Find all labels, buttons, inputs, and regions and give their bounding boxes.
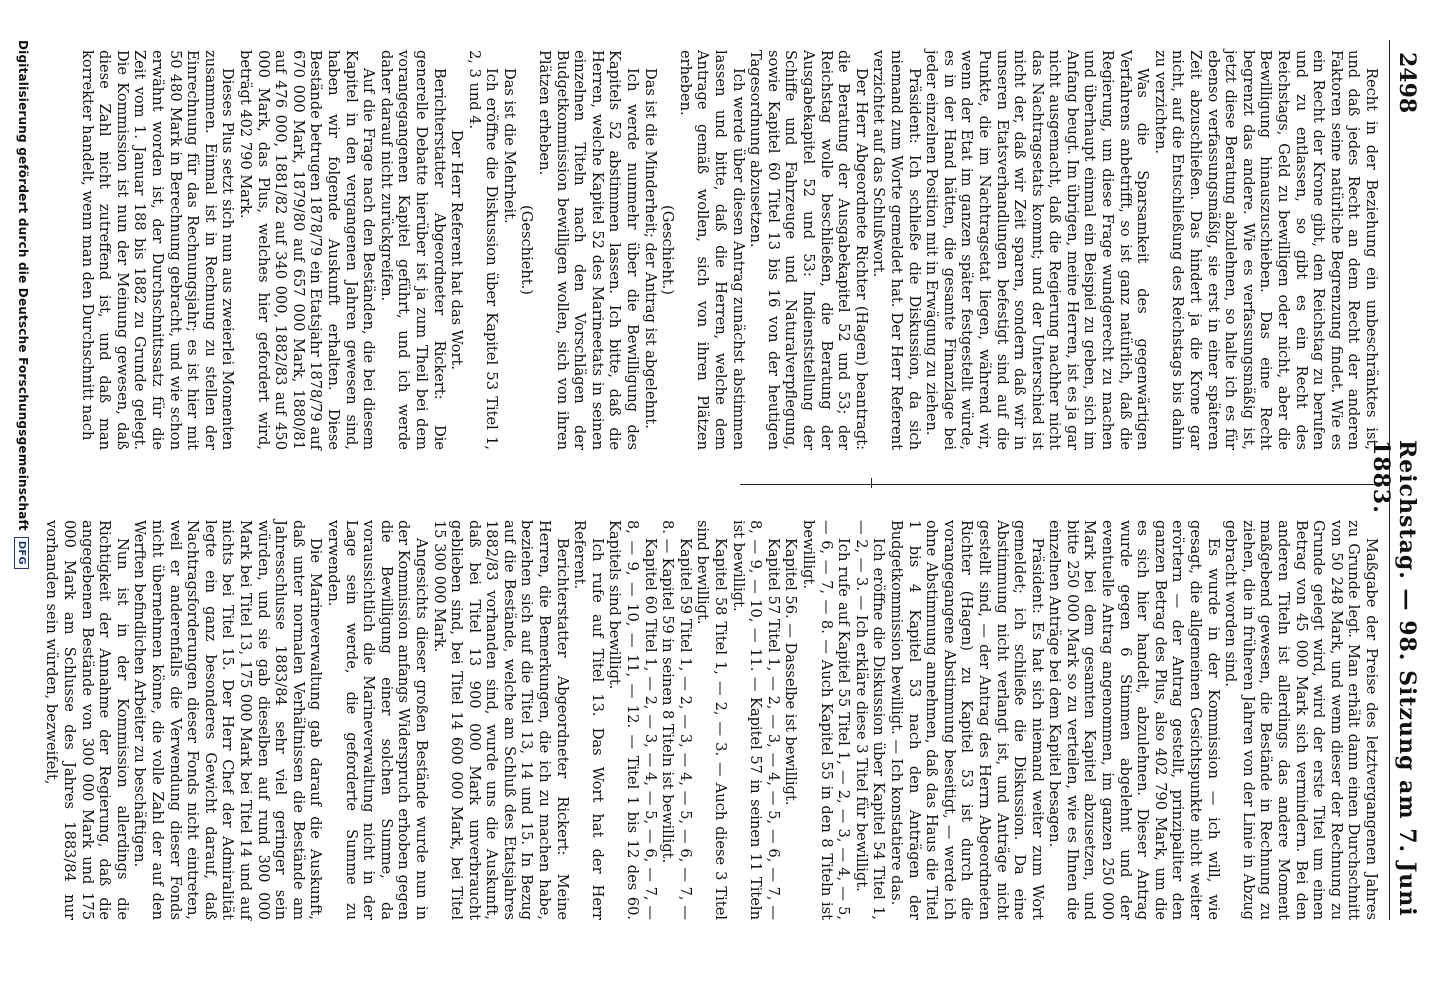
paragraph: Ich werde nunmehr über die Bewilligung des Kapitels 52 abstimmen lassen. Ich bitte, daß die Herren, welche Kapitel 52 des Marineetats in seinen einzelnen Titeln nach den Vorschlägen der Budgetkommission bewilligen wollen, sich von ihren Plätzen erheben. [536,50,642,450]
paragraph: Kapitel 56. — Dasselbe ist bewilligt. [782,538,800,806]
paragraph: Ich werde über diesen Antrag zunächst abstimmen lassen und bitte, daß die Herren, welche dem Antrage gemäß wollen, sich von ihren Plätzen erheben. [676,50,747,450]
paragraph: Ich rufe auf Titel 13. Das Wort hat der Herr Referent. [571,520,606,920]
page-header [1368,40,1424,920]
paragraph: Der Herr Referent hat das Wort. [448,129,466,371]
stage-direction: (Geschieht.) [659,205,677,295]
page-number: 2498 [1394,52,1420,114]
digitization-credit [12,40,30,940]
paragraph: Ich rufe auf Kapitel 55 Titel 1, — 2, — 3, — 4, — 5, — 6, — 7, — 8. — Auch Kapitel 55 in den 8 Titeln ist bewilligt. [800,520,853,920]
paragraph: Die Marineverwaltung gab darauf die Auskunft, daß unter normalen Verhältnissen die Bestände am Jahresschlusse 1883/84 sehr viel geringer sein würden, und sie gab dieselben auf rund 300 000 Mark bei Titel 13, 175 000 Mark bei Titel 14 und auf nichts bei Titel 15. Der Herr Chef der Admiralität legte ein ganz besonderes Gewicht darauf, daß Nachtragsforderungen dieser Fonds nicht eintreten, weil er anderenfalls die Verwendung dieser Fonds nicht übernehmen könne, die volle Zahl der auf den Werften befindlichen Arbeiter zu beschäftigen. [131,520,325,920]
paragraph: Recht in der Beziehung ein unbeschränktes ist, und daß jedes Recht an dem Recht der anderen Faktoren seine natürliche Begrenzung findet. Wie es ein Recht der Krone gibt, den Reichstag zu berufen und zu entlassen, so gibt es ein Recht des Reichstags, Geld zu bewilligen oder nicht, aber die Bewilligung hinauszuschieben. Das eine Recht begrenzt das andere. Wie es verfassungsmäßig ist, jetzt diese Beratung abzulehnen, so halte ich es für ebenso verfassungsmäßig, sie erst in einer späteren Zeit abzuschließen. Das hindert ja die Krone gar nicht, auf die Entschließung des Reichstags bis dahin zu verzichten. [1151,50,1380,450]
column-divider-mark [871,478,872,488]
paragraph: Kapitel 59 Titel 1, — 2, — 3, — 4, — 5, — 6, — 7, — 8. — Kapitel 59 in seinen 8 Titeln ist bewilligt. [659,520,694,920]
paragraph: Was die Sparsamkeit des gegenwärtigen Verfahrens anbetrifft, so ist ganz natürlich, daß die Regierung, um diese Frage wundgerecht zu machen und überhaupt einmal ein Beispiel zu geben, sich im Anfang beugt. Im übrigen, meine Herren, ist es ja gar nicht ausgemacht, daß die Regierung nachher nicht das Nachtragsetats kommt; und der Unterschied ist nicht der, daß wir Zeit sparen, sondern daß wir in unseren Etatsverhandlungen befestigt sind auf die Punkte, die im Nachtragsetat liegen, während wir, wenn der Etat im ganzen später festgestellt würde, es in der Hand hätten, die gesamte Finanzlage bei jeder einzelnen Position mit in Erwägung zu ziehen. [923,50,1152,450]
credit-text: Digitalisierung gefördert durch die Deutsche Forschungsgemeinschaft [16,40,30,531]
left-column [78,50,1380,450]
right-column [43,520,1380,920]
paragraph: Es wurde in der Kommission — ich will, wie gesagt, die allgemeinen Gesichtspunkte nicht weiter erörtern — der Antrag gestellt, prinzipaliter den ganzen Betrag des Plus, also 402 790 Mark, um die es sich hier handelt, abzulehnen. Dieser Antrag wurde gegen 6 Stimmen abgelehnt und der eventuelle Antrag angenommen, im ganzen 250 000 Mark bei dem gesamten Kapitel abzusetzen, und bitte 250 000 Mark so zu verteilen, wie es Ihnen die einzelnen Anträge bei dem Kapitel besagen. [1046,520,1222,920]
paragraph: Das ist die Mehrheit. [500,68,518,224]
paragraph: Kapitel 58 Titel 1, — 2, — 3. — Auch diese 3 Titel sind bewilligt. [694,520,730,920]
paragraph: Dieses Plus setzt sich nun aus zweierlei Momenten zusammen. Einmal ist in Rechnung zu stellen der Einrechnung für das Rechnungsjahr; es ist hier mit 50 480 Mark in Berechnung gebracht, und wie schon erwähnt worden ist, der Durchschnittssatz für die Zeit vom 1. Januar 188 bis 1882 zu Grunde gelegt. Die Kommission ist nun der Meinung gewesen, daß diese Zahl nicht zutreffend ist, und daß man korrekter handelt, wenn man den Durchschnitt nach [78,50,237,450]
paragraph: Berichterstatter Abgeordneter Rickert: Meine Herren, die Bemerkungen, die ich zu machen habe, beziehen sich auf die Titel 13, 14 und 15. In Bezug auf die Bestände, welche am Schluß des Etatsjahres 1882/83 vorhanden sind, wurde uns die Auskunft, daß bei Titel 13 900 000 Mark unverbraucht geblieben sind, bei Titel 14 600 000 Mark, bei Titel 15 300 000 Mark. [430,520,571,920]
column-divider [740,484,1380,485]
stage-direction: (Geschieht.) [518,205,536,295]
paragraph: Das ist die Minderheit; der Antrag ist abgelehnt. [641,68,659,429]
paragraph: Ich eröffne die Diskussion über Kapitel 53 Titel 1, 2, 3 und 4. [465,50,501,450]
paragraph: Der Herr Abgeordnete Richter (Hagen) beantragt: die Beratung der Ausgabekapitel 52 und 53; der Reichstag wolle beschließen, die Beratung der Ausgabekapitel 52 und 53: Indienststellung der Schiffe und Fahrzeuge und Naturalverpflegung, sowie Kapitel 60 Titel 13 bis 16 von der heutigen Tagesordnung abzusetzen. [747,50,870,450]
paragraph: Kapitel 57 Titel 1, — 2, — 3, — 4, — 5, — 6, — 7, — 8, — 9, — 10, — 11. — Kapitel 57 in seinen 11 Titeln ist bewilligt. [729,520,782,920]
paragraph: Auf die Frage nach den Beständen, die bei diesem Kapitel in den vergangenen Jahren gewesen sind, haben wir folgende Auskunft erhalten. Diese Bestände betrugen 1878/79 ein Etatsjahr 1878/79 auf 670 000 Mark, 1879/80 auf 657 000 Mark, 1880/81 auf 476 000, 1881/82 auf 340 000, 1882/83 auf 450 000 Mark, das Plus, welches hier gefordert wird, beträgt 402 790 Mark. [237,50,378,450]
paragraph: Angesichts dieser großen Bestände wurde nun in der Kommission anfangs Widerspruch erhoben gegen die Bewilligung einer solchen Summe, da voraussichtlich die Marineverwaltung nicht in der Lage sein werde, die geforderte Summe zu verwenden. [324,520,430,920]
paragraph: Präsident: Ich schließe die Diskussion, da sich niemand zum Worte gemeldet hat. Der Herr Referent verzichtet auf das Schlußwort. [870,50,923,450]
paragraph: Ich eröffne die Diskussion über Kapitel 54 Titel 1, — 2, — 3. — Ich erkläre diese 3 Titel für bewilligt. [852,520,888,920]
paragraph: Nun ist in der Kommission allerdings die Richtigkeit der Annahme der Regierung, daß die angegebenen Bestände von 300 000 Mark und 175 000 Mark am Schlusse des Jahres 1883/84 nur vorhanden sein würden, bezweifelt, [43,520,131,920]
page-title: Reichstag. — 98. Sitzung am 7. Juni 1883. [1368,440,1420,917]
dfg-logo: DFG [14,537,29,569]
paragraph: Präsident: Es hat sich niemand weiter zum Wort gemeldet; ich schließe die Diskussion. Da eine Abstimmung nicht verlangt ist, und Anträge nicht gestellt sind, — der Antrag des Herrn Abgeordneten Richter (Hagen) zu Kapitel 53 ist durch die vorangegangene Abstimmung beseitigt, — werde ich ohne Abstimmung annehmen, daß das Haus die Titel 1 bis 4 Kapitel 53 nach den Anträgen der Budgetkommission bewilligt. — Ich konstatiere das. [887,520,1046,920]
paragraph: Maßgabe der Preise des letztvergangenen Jahres zu Grunde legt. Man erhält dann einen Durchschnitt von 50 248 Mark, und wenn dieser der Rechnung zu Grunde gelegt wird, wird der erste Titel um einen Betrag von 45 000 Mark sich vermindern. Bei den anderen Titeln ist allerdings das andere Moment maßgebend gewesen, die Bestände in Rechnung zu ziehen, die in früheren Jahren von der Linie in Abzug gebracht worden sind. [1222,520,1380,920]
rotated-page [7,0,1432,980]
paragraph: Kapitel 60 Titel 1, — 2, — 3, — 4, — 5, — 6, — 7, — 8, — 9, — 10, — 11, — 12. — Titel 1 bis 12 des 60. Kapitels sind bewilligt. [606,520,659,920]
paragraph: Berichterstatter Abgeordneter Rickert: Die generelle Debatte hierüber ist ja zum Theil bei dem vorangegangenen Kapitel geführt, und ich werde daher darauf nicht zurückgreifen. [377,50,448,450]
